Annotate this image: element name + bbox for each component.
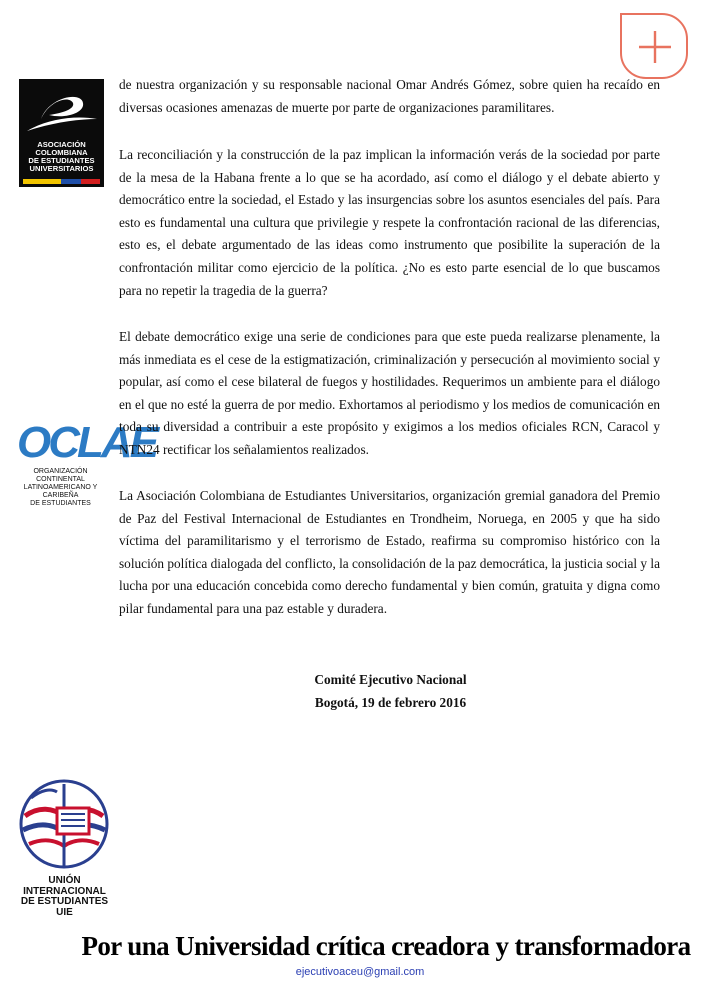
colombia-flag — [23, 179, 100, 184]
uie-line-4: UIE — [56, 906, 73, 918]
aceu-logo — [19, 79, 104, 187]
signature-block — [0, 668, 720, 714]
uie-text — [17, 876, 112, 918]
uie-line-1: UNIÓN — [48, 875, 81, 886]
aceu-line-3: DE ESTUDIANTES — [28, 156, 95, 165]
aceu-line-1: ASOCIACIÓN — [37, 140, 86, 149]
uie-line-3: DE ESTUDIANTES — [20, 896, 109, 907]
aceu-emblem — [19, 79, 104, 139]
paragraph-4: La Asociación Colombiana de Estudiantes Universitarios, organización gremial ganadora del Premio de Paz del Festival Internacional de Estudiantes en Trondheim, Noruega, en 2005 y que ha sido víctima del paramilitarismo y el terrorismo de Estado, reafirma su compromiso histórico con la solución política dialogada del conflicto, la consolidación de la paz democrática, la justicia social y la lucha por una educación concebida como derecho fundamental y bien común, gratuita y digna como pilar fundamental para una paz estable y duradera. — [119, 488, 660, 616]
add-button[interactable] — [620, 13, 688, 79]
oclae-sub-line-2: LATINOAMERICANO Y CARIBEÑA — [23, 484, 98, 499]
signature-committee: Comité Ejecutivo Nacional — [314, 672, 467, 687]
oclae-logo — [13, 418, 156, 507]
aceu-line-2: COLOMBIANA — [35, 148, 88, 157]
paragraph-3: El debate democrático exige una serie de condiciones para que este pueda realizarse plenamente, la más inmediata es el cese de la estigmatización, criminalización y persecución al movimiento social y popular, así como el cese bilateral de fuegos y hostilidades. Requerimos un ambiente para el diálogo en el que no esté la guerra de por medio. Exhortamos al periodismo y los medios de comunicación en toda su diversidad a contribuir a este propósito y exigimos a los medios oficiales RCN, Caracol y NTN24 rectificar los señalamientos realizados. — [119, 329, 660, 457]
oclae-sub-line-1: ORGANIZACIÓN CONTINENTAL — [33, 468, 88, 483]
oclae-subtitle — [13, 468, 108, 508]
signature-place-date: Bogotá, 19 de febrero 2016 — [314, 695, 467, 710]
uie-line-2: INTERNACIONAL — [23, 885, 106, 897]
uie-logo — [17, 778, 112, 928]
aceu-line-4: UNIVERSITARIOS — [29, 164, 94, 173]
paragraph-1: de nuestra organización y su responsable nacional Omar Andrés Gómez, sobre quien ha recaído en diversas ocasiones amenazas de muerte por parte de organizaciones paramilitares. — [119, 77, 660, 115]
footer-motto: Por una Universidad crítica creadora y transformadora — [81, 931, 691, 961]
oclae-sub-line-3: DE ESTUDIANTES — [30, 500, 91, 507]
oclae-wordmark: OCLAE — [17, 418, 156, 467]
paragraph-2: La reconciliación y la construcción de la paz implican la información verás de la sociedad por parte de la mesa de la Habana frente a lo que se ha acordado, así como el diálogo y el debate abierto y democrático entre la sociedad, el Estado y las insurgencias sobre los asuntos esenciales del país. Para esto es fundamental una cultura que privilegie y respete la confrontación racional de las diferencias, esto es, el debate argumentado de las ideas como instrumento que posibilite la superación de la confrontación militar como ejercicio de la política. ¿No es esto parte esencial de lo que buscamos para no repetir la tragedia de la guerra? — [119, 147, 660, 298]
uie-globe-icon — [17, 778, 112, 874]
plus-icon — [636, 28, 674, 66]
footer-email[interactable]: ejecutivoaceu@gmail.com — [295, 966, 425, 978]
